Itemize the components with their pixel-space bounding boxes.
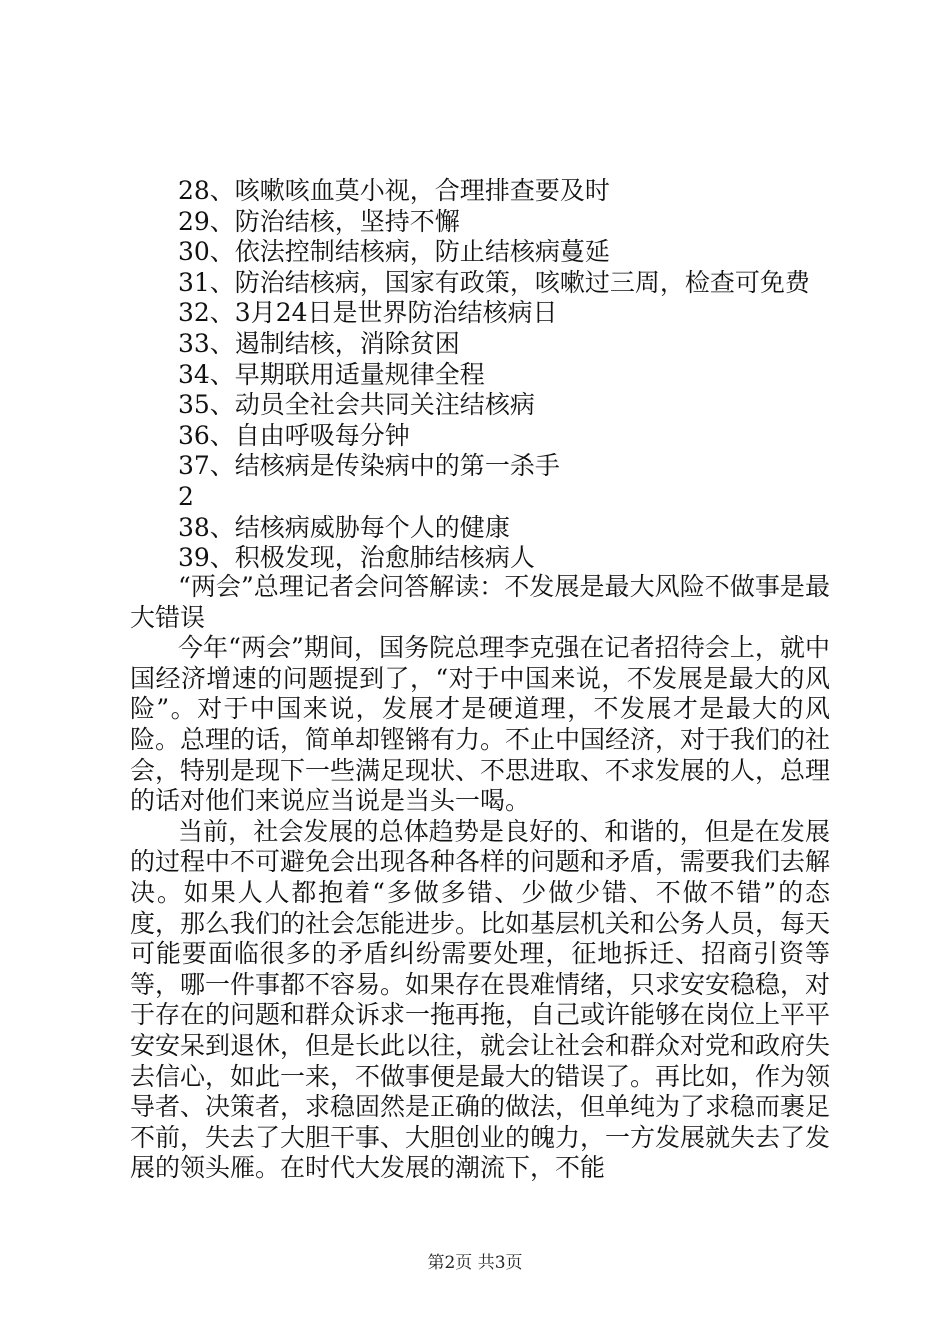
list-item: 32、3月24日是世界防治结核病日 xyxy=(178,298,558,328)
article-paragraph: 当前，社会发展的总体趋势是良好的、和谐的，但是在发展的过程中不可避免会出现各种各样的问题和矛盾，需要我们去解决。如果人人都抱着“多做多错、少做少错、不做不错”的态度，那么我们的社会怎能进步。比如基层机关和公务人员，每天可能要面临很多的矛盾纠纷需要处理，征地拆迁、招商引资等等，哪一件事都不容易。如果存在畏难情绪，只求安安稳稳，对于存在的问题和群众诉求一拖再拖，自己或许能够在岗位上平平安安呆到退休，但是长此以往，就会让社会和群众对党和政府失去信心，如此一来，不做事便是最大的错误了。再比如，作为领导者、决策者，求稳固然是正确的做法，但单纯为了求稳而裹足不前，失去了大胆干事、大胆创业的魄力，一方发展就失去了发展的领头雁。在时代大发展的潮流下，不能 xyxy=(130,816,831,1183)
list-item: 28、咳嗽咳血莫小视，合理排查要及时 xyxy=(178,176,610,205)
list-item: 33、遏制结核，消除贫困 xyxy=(178,328,460,358)
page-footer: 第2页 共3页 xyxy=(427,1253,523,1273)
list-item: 31、防治结核病，国家有政策，咳嗽过三周，检查可免费 xyxy=(178,267,810,297)
list-item: 35、动员全社会共同关注结核病 xyxy=(178,390,535,420)
list-item: 30、依法控制结核病，防止结核病蔓延 xyxy=(178,237,610,267)
list-item: 36、自由呼吸每分钟 xyxy=(178,420,410,450)
article-paragraph: 今年“两会”期间，国务院总理李克强在记者招待会上，就中国经济增速的问题提到了，“对于中国来说，不发展是最大的风险”。对于中国来说，发展才是硬道理，不发展才是最大的风险。总理的话，简单却铿锵有力。不止中国经济，对于我们的社会，特别是现下一些满足现状、不思进取、不求发展的人，总理的话对他们来说应当说是当头一喝。 xyxy=(130,633,831,816)
article-title: “两会”总理记者会问答解读：不发展是最大风险不做事是最大错误 xyxy=(130,572,830,632)
article xyxy=(130,572,830,1184)
list-item: 37、结核病是传染病中的第一杀手 xyxy=(178,451,560,481)
page-number-marker: 2 xyxy=(178,481,194,511)
slogan-list xyxy=(178,176,878,574)
list-item: 38、结核病威胁每个人的健康 xyxy=(178,512,510,542)
list-item: 29、防治结核，坚持不懈 xyxy=(178,206,460,236)
list-item: 34、早期联用适量规律全程 xyxy=(178,359,485,389)
list-item: 39、积极发现，治愈肺结核病人 xyxy=(178,543,535,573)
